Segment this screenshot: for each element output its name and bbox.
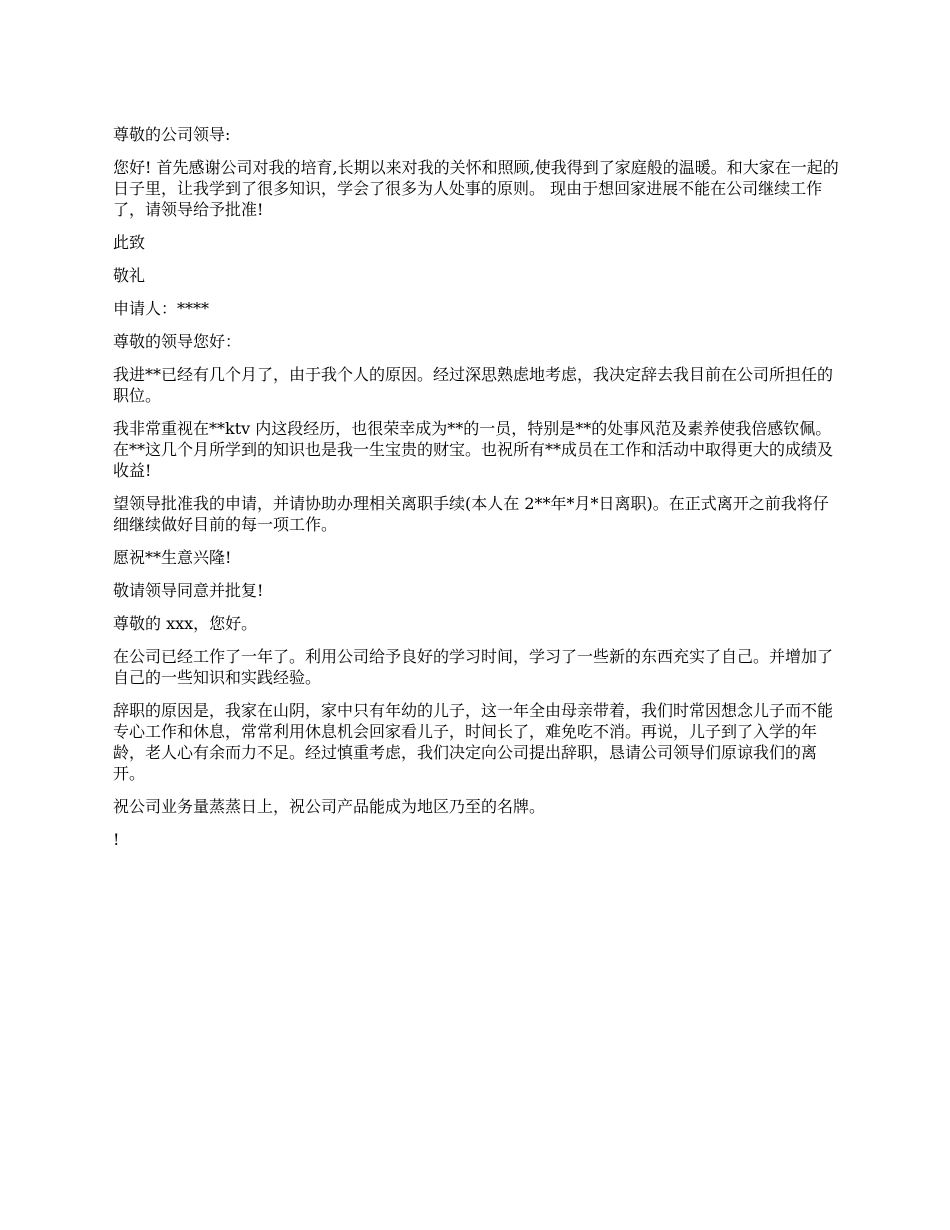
salutation-xxx: 尊敬的 xxx，您好。 xyxy=(113,614,258,633)
paragraph-exclamation: ! xyxy=(113,830,120,849)
paragraph-one-year: 在公司已经工作了一年了。利用公司给予良好的学习时间，学习了一些新的东西充实了自己。并增加了自己的一些知识和实践经验。 xyxy=(113,647,834,687)
request-reply: 敬请领导同意并批复! xyxy=(113,581,264,600)
salutation-leader: 尊敬的领导您好： xyxy=(113,332,242,351)
wish-business: 愿祝**生意兴隆! xyxy=(113,548,232,567)
paragraph-resign-reason: 辞职的原因是，我家在山阴，家中只有年幼的儿子，这一年全由母亲带着，我们时常因想念儿子而不能专心工作和休息，常常利用休息机会回家看儿子，时间长了，难免吃不消。再说，儿子到了入学的年龄，老人心有余而力不足。经过慎重考虑，我们决定向公司提出辞职，恳请公司领导们原谅我们的离开。 xyxy=(113,701,834,783)
closing-cizhi: 此致 xyxy=(113,233,146,252)
paragraph-thanks: 您好! 首先感谢公司对我的培育,长期以来对我的关怀和照顾,使我得到了家庭般的温暖。和大家在一起的日子里，让我学到了很多知识，学会了很多为人处事的原则。 现由于想回家进展不能在公司继续工作了，请领导给予批准! xyxy=(113,158,839,219)
paragraph-resign-decision: 我进**已经有几个月了，由于我个人的原因。经过深思熟虑地考虑，我决定辞去我目前在公司所担任的职位。 xyxy=(113,365,834,405)
closing-jingli: 敬礼 xyxy=(113,266,146,285)
paragraph-wish-company: 祝公司业务量蒸蒸日上，祝公司产品能成为地区乃至的名牌。 xyxy=(113,797,546,816)
salutation-company-leader: 尊敬的公司领导: xyxy=(113,125,231,144)
document-body xyxy=(113,124,841,862)
paragraph-experience: 我非常重视在**ktv 内这段经历，也很荣幸成为**的一员，特别是**的处事风范及素养使我倍感钦佩。在**这几个月所学到的知识也是我一生宝贵的财宝。也祝所有**成员在工作和活动中取得更大的成绩及收益! xyxy=(113,419,834,480)
paragraph-request-approval: 望领导批准我的申请，并请协助办理相关离职手续(本人在 2**年*月*日离职)。在正式离开之前我将仔细继续做好目前的每一项工作。 xyxy=(113,494,829,534)
applicant-line: 申请人：**** xyxy=(113,299,210,318)
